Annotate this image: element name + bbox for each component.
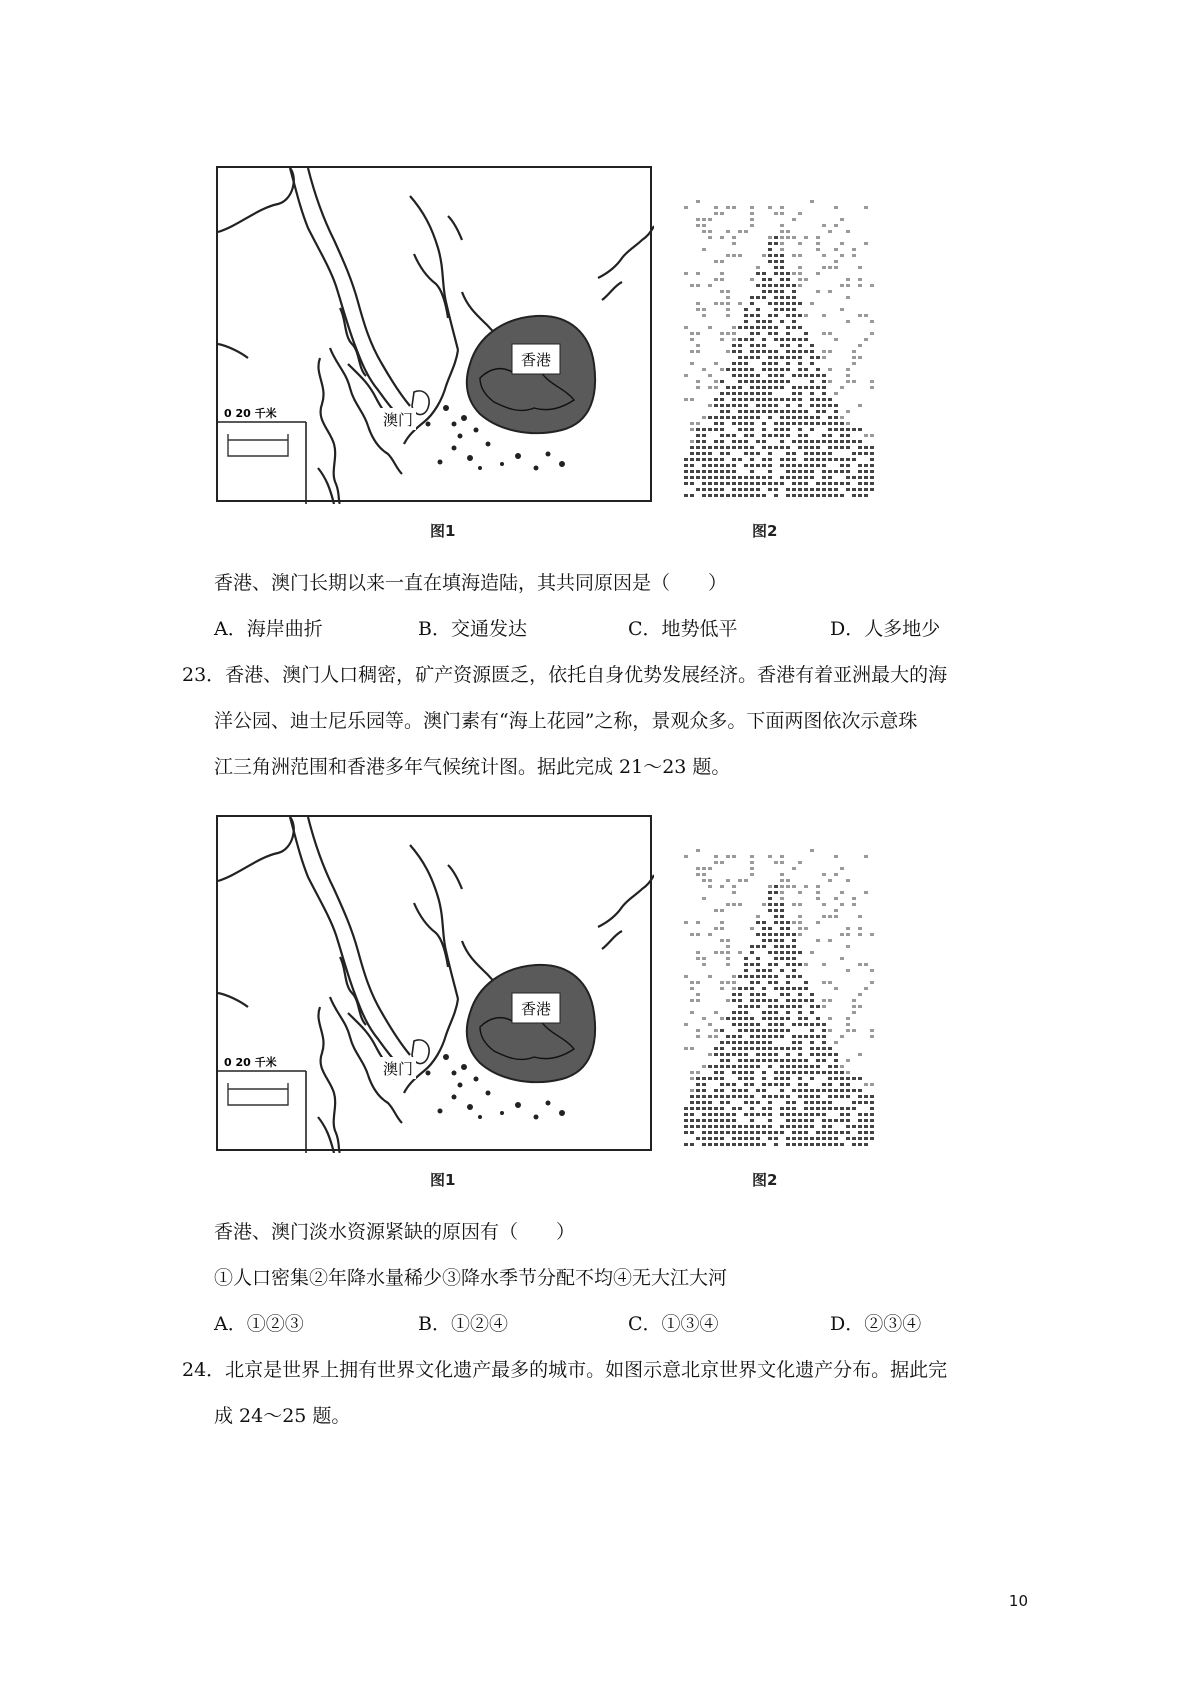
scale-text-2: 0 20 千米 [224, 1056, 277, 1069]
q22-option-d: D．人多地少 [830, 618, 941, 640]
q22-option-a: A．海岸曲折 [214, 618, 323, 640]
q23-option-d: D．②③④ [830, 1313, 922, 1335]
hk-climate-chart-degraded-2 [664, 815, 906, 1151]
q23-choices-line: ①人口密集②年降水量稀少③降水季节分配不均④无大江大河 [214, 1267, 728, 1289]
q22-option-c: C．地势低平 [628, 618, 738, 640]
q23-option-b: B．①②④ [418, 1313, 508, 1335]
pearl-river-delta-map [216, 166, 652, 502]
page-number: 10 [1008, 1592, 1028, 1610]
caption-fig2: 图2 [752, 522, 778, 540]
q23-stem: 香港、澳门淡水资源紧缺的原因有（ ） [214, 1221, 576, 1243]
caption-fig2-2: 图2 [752, 1171, 778, 1189]
figure-block-1 [216, 166, 906, 551]
map-drawing-2 [218, 817, 654, 1153]
map-label-hongkong: 香港 [520, 351, 552, 369]
q23-line-2: 洋公园、迪士尼乐园等。澳门素有“海上花园”之称，景观众多。下面两图依次示意珠 [214, 710, 918, 732]
caption-fig1: 图1 [430, 522, 456, 540]
dot-pattern [664, 166, 906, 502]
q22-stem: 香港、澳门长期以来一直在填海造陆，其共同原因是（ ） [214, 572, 728, 594]
q22-option-b: B．交通发达 [418, 618, 527, 640]
map-drawing [218, 168, 654, 504]
scale-text: 0 20 千米 [224, 407, 277, 420]
q23-line-1: 23．香港、澳门人口稠密，矿产资源匮乏，依托自身优势发展经济。香港有着亚洲最大的海 [182, 664, 948, 686]
map-label-macau-2: 澳门 [382, 1060, 414, 1078]
q23-option-a: A．①②③ [214, 1313, 304, 1335]
dot-pattern-2 [664, 815, 906, 1151]
map-label-hongkong-2: 香港 [520, 1000, 552, 1018]
q24-line-2: 成 24～25 题。 [214, 1405, 351, 1427]
pearl-river-delta-map-2 [216, 815, 652, 1151]
caption-fig1-2: 图1 [430, 1171, 456, 1189]
map-label-macau: 澳门 [382, 411, 414, 429]
figure-block-2 [216, 815, 906, 1200]
hk-climate-chart-degraded [664, 166, 906, 502]
q24-line-1: 24．北京是世界上拥有世界文化遗产最多的城市。如图示意北京世界文化遗产分布。据此完 [182, 1359, 948, 1381]
q23-option-c: C．①③④ [628, 1313, 719, 1335]
q23-line-3: 江三角洲范围和香港多年气候统计图。据此完成 21～23 题。 [214, 756, 731, 778]
